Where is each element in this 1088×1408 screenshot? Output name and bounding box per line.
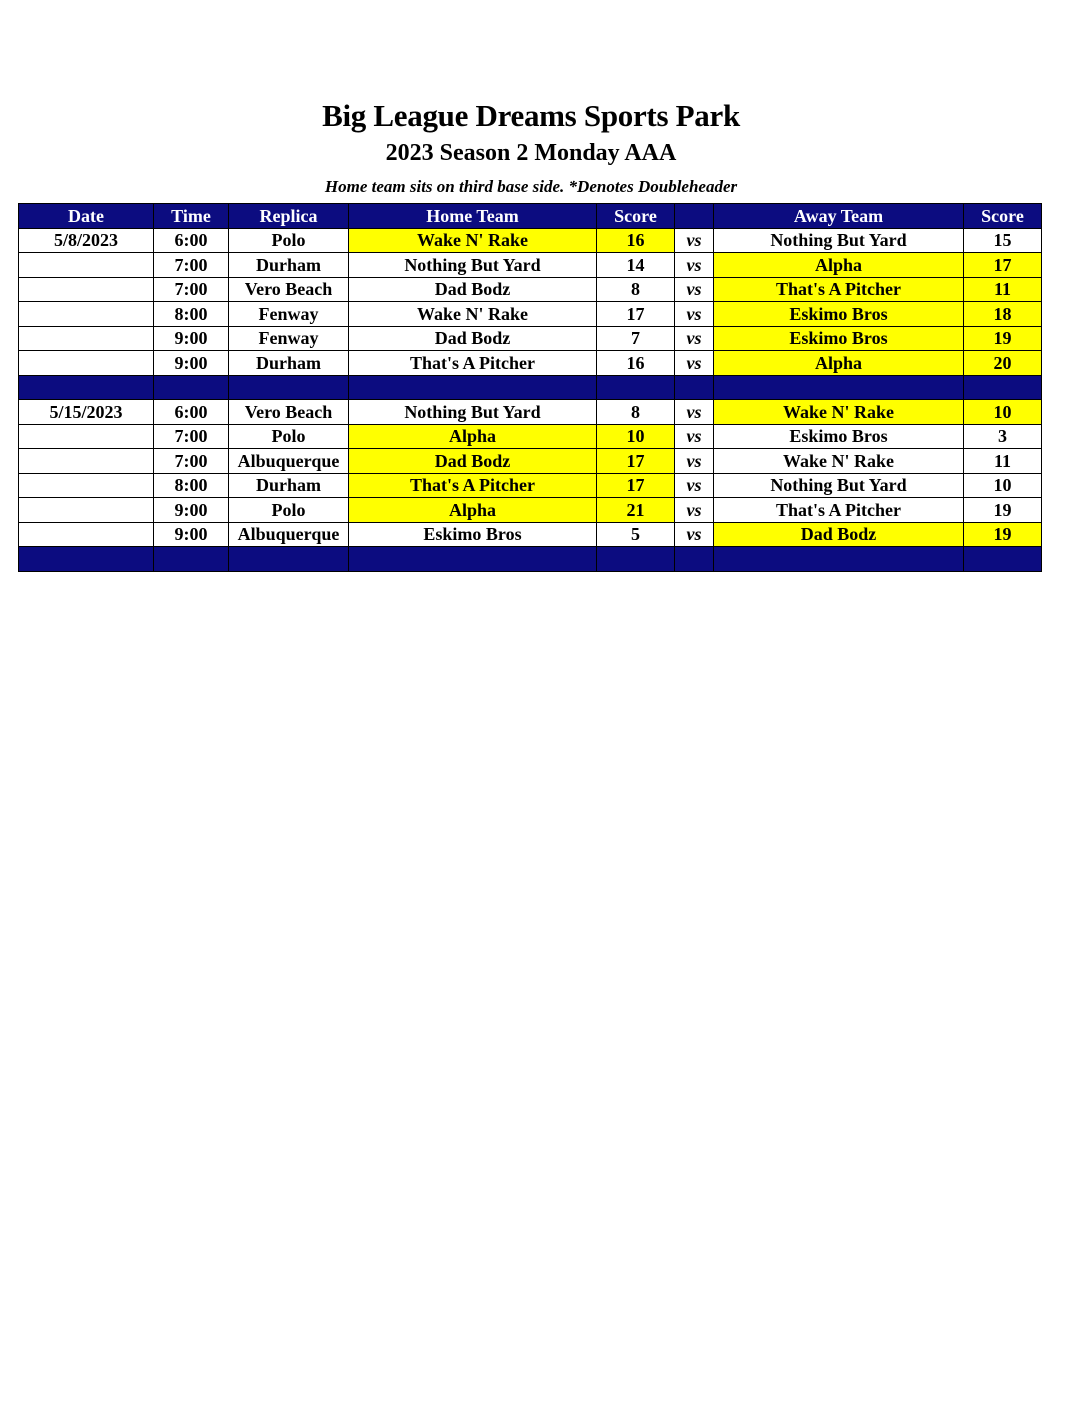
header-row (19, 204, 1042, 229)
separator-cell (597, 547, 675, 572)
cell-time: 7:00 (154, 253, 229, 278)
cell-date: 5/8/2023 (19, 228, 154, 253)
cell-away-team: Wake N' Rake (714, 400, 964, 425)
cell-date (19, 302, 154, 327)
page-subtitle: 2023 Season 2 Monday AAA (385, 140, 677, 166)
cell-vs: vs (675, 351, 714, 376)
header-away-score: Score (964, 204, 1042, 229)
cell-vs: vs (675, 498, 714, 523)
cell-home-team: That's A Pitcher (349, 473, 597, 498)
game-row (19, 473, 1042, 498)
cell-away-score: 11 (964, 277, 1042, 302)
game-row (19, 522, 1042, 547)
cell-date (19, 473, 154, 498)
cell-home-score: 16 (597, 351, 675, 376)
header-home-team: Home Team (349, 204, 597, 229)
cell-date (19, 449, 154, 474)
cell-away-team: Nothing But Yard (714, 228, 964, 253)
cell-date (19, 424, 154, 449)
header-date: Date (19, 204, 154, 229)
cell-vs: vs (675, 424, 714, 449)
cell-replica: Polo (229, 424, 349, 449)
cell-home-team: Wake N' Rake (349, 302, 597, 327)
cell-date (19, 351, 154, 376)
cell-away-team: Eskimo Bros (714, 326, 964, 351)
cell-away-score: 20 (964, 351, 1042, 376)
cell-time: 9:00 (154, 498, 229, 523)
cell-vs: vs (675, 400, 714, 425)
game-row (19, 449, 1042, 474)
cell-date (19, 277, 154, 302)
cell-date (19, 326, 154, 351)
cell-home-team: Wake N' Rake (349, 228, 597, 253)
separator-cell (229, 547, 349, 572)
cell-home-score: 17 (597, 302, 675, 327)
cell-replica: Durham (229, 351, 349, 376)
cell-vs: vs (675, 326, 714, 351)
cell-time: 7:00 (154, 277, 229, 302)
cell-home-score: 16 (597, 228, 675, 253)
cell-time: 7:00 (154, 449, 229, 474)
cell-date (19, 253, 154, 278)
cell-home-score: 17 (597, 473, 675, 498)
cell-away-score: 10 (964, 473, 1042, 498)
cell-vs: vs (675, 228, 714, 253)
cell-time: 7:00 (154, 424, 229, 449)
cell-replica: Albuquerque (229, 449, 349, 474)
header-home-score: Score (597, 204, 675, 229)
cell-vs: vs (675, 522, 714, 547)
cell-away-team: That's A Pitcher (714, 277, 964, 302)
separator-cell (714, 375, 964, 400)
separator-cell (964, 547, 1042, 572)
cell-time: 8:00 (154, 473, 229, 498)
cell-time: 6:00 (154, 228, 229, 253)
cell-home-team: Alpha (349, 424, 597, 449)
schedule-body (19, 228, 1042, 571)
cell-replica: Fenway (229, 326, 349, 351)
cell-away-team: Dad Bodz (714, 522, 964, 547)
separator-cell (154, 375, 229, 400)
cell-home-score: 7 (597, 326, 675, 351)
cell-date (19, 498, 154, 523)
cell-time: 9:00 (154, 326, 229, 351)
cell-away-score: 10 (964, 400, 1042, 425)
cell-away-score: 19 (964, 498, 1042, 523)
cell-time: 6:00 (154, 400, 229, 425)
game-row (19, 228, 1042, 253)
cell-away-team: Alpha (714, 253, 964, 278)
game-row (19, 253, 1042, 278)
header-replica: Replica (229, 204, 349, 229)
separator-cell (597, 375, 675, 400)
cell-replica: Durham (229, 253, 349, 278)
separator-cell (154, 547, 229, 572)
week-separator-row (19, 375, 1042, 400)
cell-time: 9:00 (154, 351, 229, 376)
game-row (19, 400, 1042, 425)
cell-home-score: 5 (597, 522, 675, 547)
game-row (19, 326, 1042, 351)
cell-time: 9:00 (154, 522, 229, 547)
cell-date: 5/15/2023 (19, 400, 154, 425)
cell-home-score: 8 (597, 400, 675, 425)
header-time: Time (154, 204, 229, 229)
separator-cell (229, 375, 349, 400)
cell-away-team: That's A Pitcher (714, 498, 964, 523)
cell-replica: Durham (229, 473, 349, 498)
cell-away-score: 3 (964, 424, 1042, 449)
game-row (19, 498, 1042, 523)
cell-vs: vs (675, 449, 714, 474)
cell-away-team: Nothing But Yard (714, 473, 964, 498)
cell-time: 8:00 (154, 302, 229, 327)
game-row (19, 277, 1042, 302)
separator-cell (349, 547, 597, 572)
cell-away-score: 19 (964, 326, 1042, 351)
cell-replica: Albuquerque (229, 522, 349, 547)
header-vs (675, 204, 714, 229)
cell-away-team: Alpha (714, 351, 964, 376)
separator-cell (964, 375, 1042, 400)
cell-vs: vs (675, 473, 714, 498)
week-separator-row (19, 547, 1042, 572)
separator-cell (349, 375, 597, 400)
header-away-team: Away Team (714, 204, 964, 229)
cell-home-team: Alpha (349, 498, 597, 523)
cell-vs: vs (675, 302, 714, 327)
cell-replica: Fenway (229, 302, 349, 327)
cell-away-score: 19 (964, 522, 1042, 547)
cell-vs: vs (675, 277, 714, 302)
page-note: Home team sits on third base side. *Denotes Doubleheader (324, 177, 738, 196)
cell-home-score: 14 (597, 253, 675, 278)
cell-home-score: 21 (597, 498, 675, 523)
separator-cell (675, 547, 714, 572)
page-title: Big League Dreams Sports Park (322, 98, 740, 133)
cell-home-team: Eskimo Bros (349, 522, 597, 547)
cell-home-score: 10 (597, 424, 675, 449)
cell-home-team: That's A Pitcher (349, 351, 597, 376)
cell-vs: vs (675, 253, 714, 278)
cell-replica: Vero Beach (229, 400, 349, 425)
cell-home-team: Nothing But Yard (349, 253, 597, 278)
cell-replica: Vero Beach (229, 277, 349, 302)
schedule-table (18, 203, 1042, 572)
cell-home-team: Nothing But Yard (349, 400, 597, 425)
cell-away-team: Wake N' Rake (714, 449, 964, 474)
game-row (19, 351, 1042, 376)
cell-away-score: 15 (964, 228, 1042, 253)
separator-cell (19, 375, 154, 400)
cell-away-score: 11 (964, 449, 1042, 474)
game-row (19, 424, 1042, 449)
cell-replica: Polo (229, 228, 349, 253)
cell-home-score: 17 (597, 449, 675, 474)
cell-home-score: 8 (597, 277, 675, 302)
cell-away-team: Eskimo Bros (714, 302, 964, 327)
separator-cell (19, 547, 154, 572)
cell-away-score: 18 (964, 302, 1042, 327)
cell-away-team: Eskimo Bros (714, 424, 964, 449)
cell-away-score: 17 (964, 253, 1042, 278)
cell-home-team: Dad Bodz (349, 326, 597, 351)
cell-home-team: Dad Bodz (349, 449, 597, 474)
separator-cell (675, 375, 714, 400)
cell-home-team: Dad Bodz (349, 277, 597, 302)
cell-replica: Polo (229, 498, 349, 523)
game-row (19, 302, 1042, 327)
cell-date (19, 522, 154, 547)
separator-cell (714, 547, 964, 572)
